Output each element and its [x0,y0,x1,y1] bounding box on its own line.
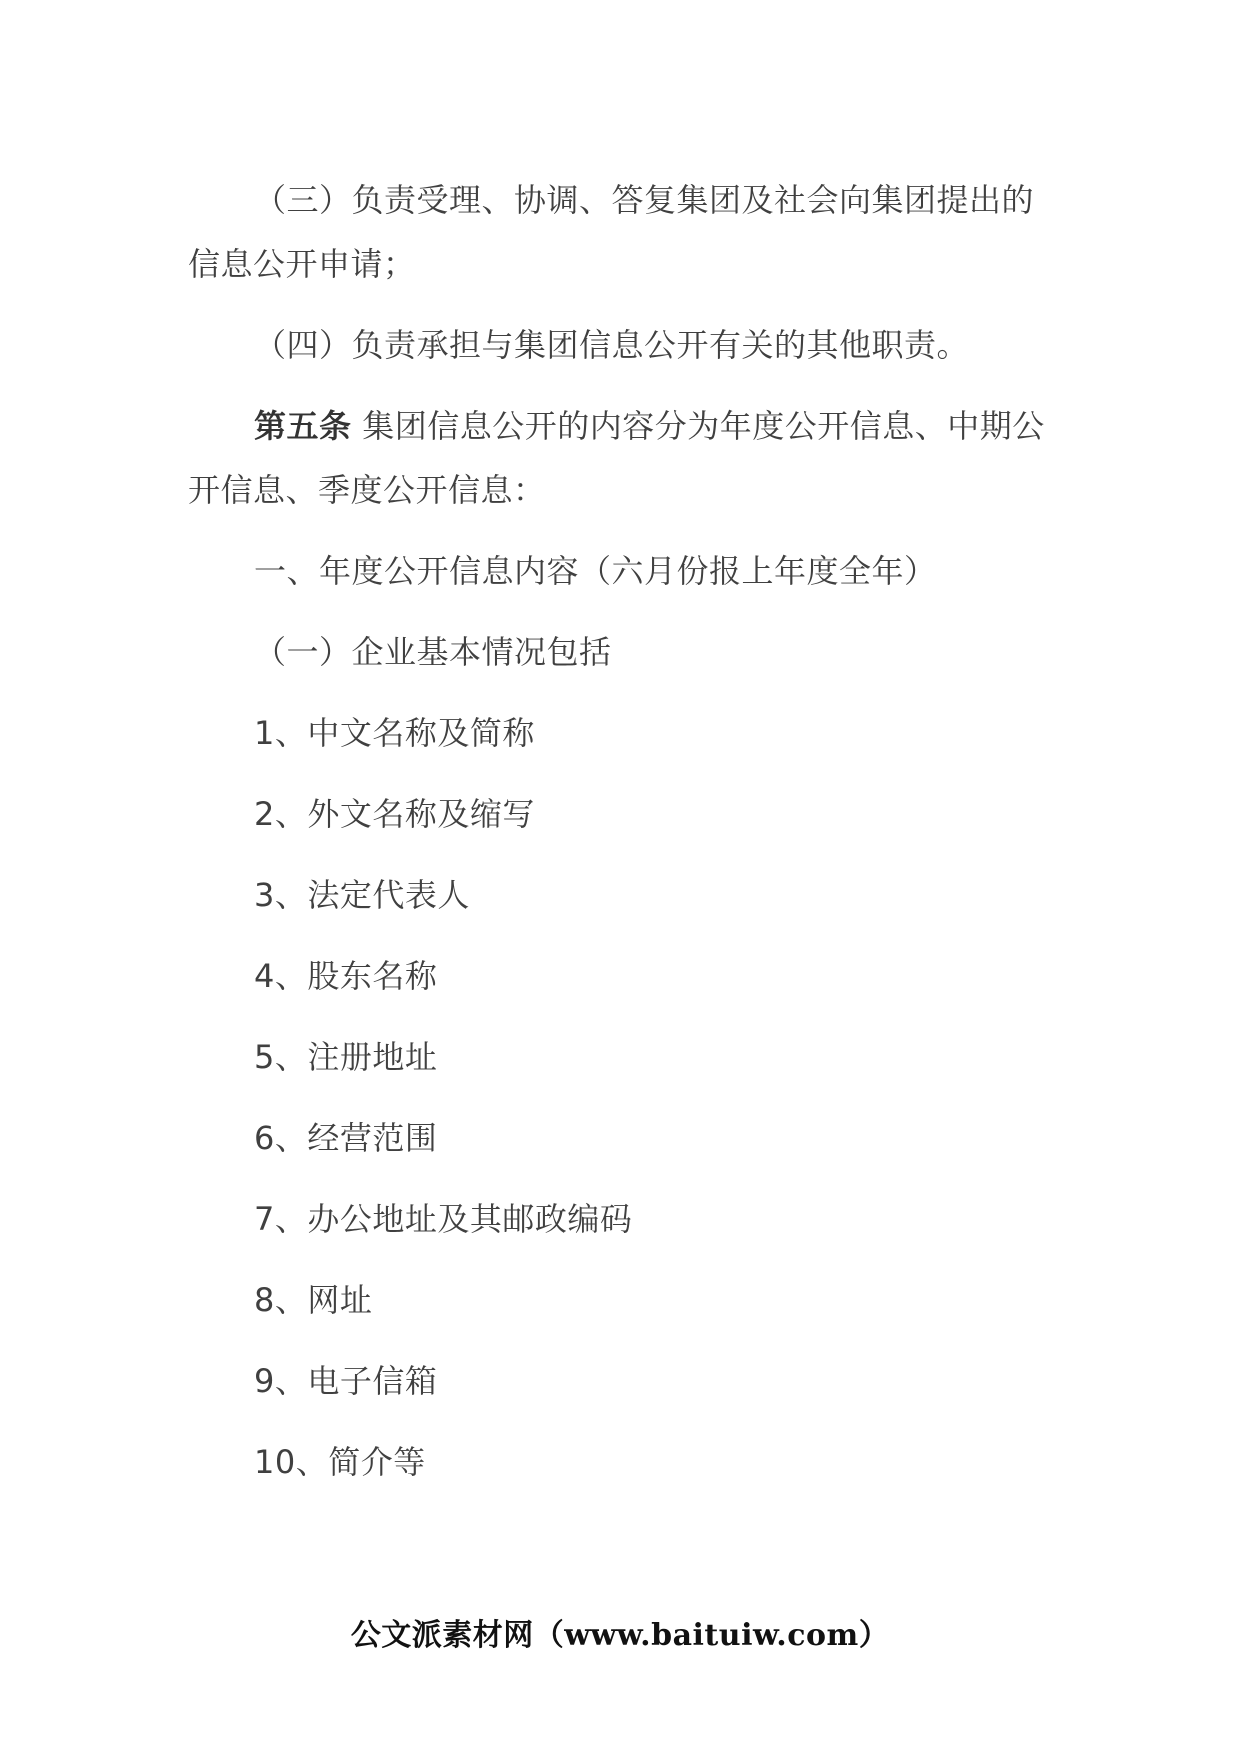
article-heading: 第五条 [254,407,352,445]
list-item [188,1025,1056,1089]
paragraph-text: （四）负责承担与集团信息公开有关的其他职责。 [254,326,970,364]
list-item-text: 9、电子信箱 [254,1362,438,1400]
list-item-text: 5、注册地址 [254,1038,438,1076]
article-five-paragraph [188,394,1056,522]
list-item [188,944,1056,1008]
list-item [188,863,1056,927]
list-item [188,701,1056,765]
list-item [188,1187,1056,1251]
paragraph-4 [188,313,1056,377]
list-item-text: 7、办公地址及其邮政编码 [254,1200,633,1238]
list-item-text: 1、中文名称及简称 [254,714,535,752]
footer-watermark: 公文派素材网（www.baituiw.com） [350,1618,890,1653]
list-item-text: 3、法定代表人 [254,876,470,914]
subsection-heading-basic-info [188,620,1056,684]
list-item-text: 8、网址 [254,1281,373,1319]
list-item [188,782,1056,846]
section-heading-annual [188,539,1056,603]
paragraph-text: 一、年度公开信息内容（六月份报上年度全年） [254,552,937,590]
document-body [188,168,1056,1511]
paragraph-text: （一）企业基本情况包括 [254,633,612,671]
paragraph-text: 集团信息公开的内容分为年度公开信息、中期公开信息、季度公开信息： [188,407,1045,509]
paragraph-3 [188,168,1056,296]
list-item-text: 2、外文名称及缩写 [254,795,535,833]
list-item [188,1349,1056,1413]
list-item [188,1106,1056,1170]
paragraph-text: （三）负责受理、协调、答复集团及社会向集团提出的信息公开申请； [188,181,1035,283]
list-item-text: 6、经营范围 [254,1119,438,1157]
list-item-text: 4、股东名称 [254,957,438,995]
list-item-text: 10、简介等 [254,1443,426,1481]
list-item [188,1268,1056,1332]
list-item [188,1430,1056,1494]
